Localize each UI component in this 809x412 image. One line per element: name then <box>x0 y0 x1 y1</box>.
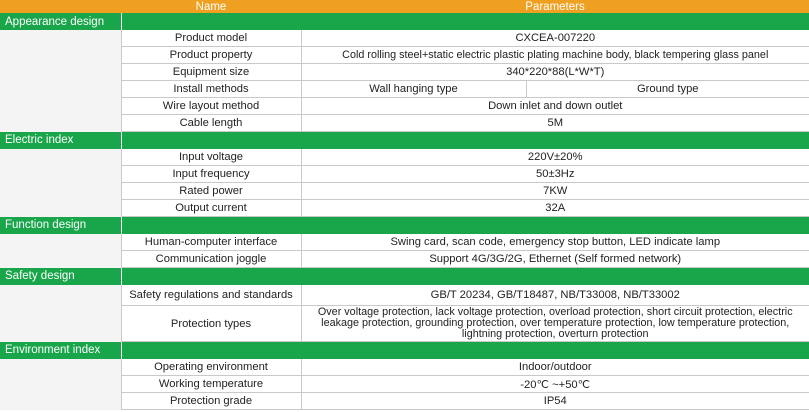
row-value: CXCEA-007220 <box>301 30 809 47</box>
table-row <box>0 183 809 200</box>
row-value-b: Ground type <box>526 81 809 98</box>
row-label: Input frequency <box>121 166 301 183</box>
row-label: Output current <box>121 200 301 217</box>
row-value: Down inlet and down outlet <box>301 98 809 115</box>
section-title: Electric index <box>0 132 121 150</box>
section-appearance <box>0 13 809 30</box>
section-safety <box>0 268 809 286</box>
row-label: Working temperature <box>121 376 301 393</box>
row-value: Support 4G/3G/2G, Ethernet (Self formed network) <box>301 251 809 268</box>
table-row <box>0 30 809 47</box>
header-parameters: Parameters <box>301 0 809 13</box>
table-row <box>0 98 809 115</box>
table-row <box>0 285 809 306</box>
table-row <box>0 115 809 132</box>
row-label: Product model <box>121 30 301 47</box>
section-side-cell <box>0 285 121 342</box>
section-environment <box>0 342 809 360</box>
row-label: Product property <box>121 47 301 64</box>
table-row <box>0 200 809 217</box>
row-value: 50±3Hz <box>301 166 809 183</box>
table-row <box>0 306 809 342</box>
table-row <box>0 47 809 64</box>
row-label: Install methods <box>121 81 301 98</box>
row-label: Operating environment <box>121 359 301 376</box>
row-label: Input voltage <box>121 149 301 166</box>
table-row <box>0 149 809 166</box>
row-value: -20℃ ~+50℃ <box>301 376 809 393</box>
section-side-cell <box>0 359 121 410</box>
table-row <box>0 81 809 98</box>
table-row <box>0 359 809 376</box>
row-label: Communication joggle <box>121 251 301 268</box>
section-bar <box>121 13 809 30</box>
row-value: 340*220*88(L*W*T) <box>301 64 809 81</box>
row-label: Safety regulations and standards <box>121 285 301 306</box>
row-value: GB/T 20234, GB/T18487, NB/T33008, NB/T33002 <box>301 285 809 306</box>
section-side-cell <box>0 30 121 132</box>
table-row <box>0 393 809 410</box>
section-title: Function design <box>0 217 121 235</box>
row-value: 32A <box>301 200 809 217</box>
row-label: Rated power <box>121 183 301 200</box>
section-bar <box>121 217 809 235</box>
table-row <box>0 64 809 81</box>
header-name: Name <box>121 0 301 13</box>
row-label: Protection types <box>121 306 301 342</box>
section-bar <box>121 268 809 286</box>
row-value: Indoor/outdoor <box>301 359 809 376</box>
row-value: 7KW <box>301 183 809 200</box>
table-row <box>0 166 809 183</box>
header-spacer <box>0 0 121 13</box>
section-side-cell <box>0 149 121 217</box>
section-title: Appearance design <box>0 13 121 30</box>
section-title: Environment index <box>0 342 121 360</box>
section-electric <box>0 132 809 150</box>
table-row <box>0 251 809 268</box>
table-header <box>0 0 809 13</box>
row-value: 5M <box>301 115 809 132</box>
row-value: IP54 <box>301 393 809 410</box>
row-value: Over voltage protection, lack voltage protection, overload protection, short circuit protection, electric leakage protection, grounding protection, over temperature protection, low temperature protection, lightning protection, overturn protection <box>301 306 809 342</box>
row-label: Equipment size <box>121 64 301 81</box>
section-bar <box>121 132 809 150</box>
row-label: Protection grade <box>121 393 301 410</box>
row-label: Cable length <box>121 115 301 132</box>
section-title: Safety design <box>0 268 121 286</box>
row-label: Human-computer interface <box>121 234 301 251</box>
section-bar <box>121 342 809 360</box>
row-value-a: Wall hanging type <box>301 81 526 98</box>
row-value: 220V±20% <box>301 149 809 166</box>
row-label: Wire layout method <box>121 98 301 115</box>
table-row <box>0 376 809 393</box>
table-row <box>0 234 809 251</box>
section-function <box>0 217 809 235</box>
section-side-cell <box>0 234 121 268</box>
row-value: Swing card, scan code, emergency stop button, LED indicate lamp <box>301 234 809 251</box>
row-value: Cold rolling steel+static electric plastic plating machine body, black tempering glass panel <box>301 47 809 64</box>
